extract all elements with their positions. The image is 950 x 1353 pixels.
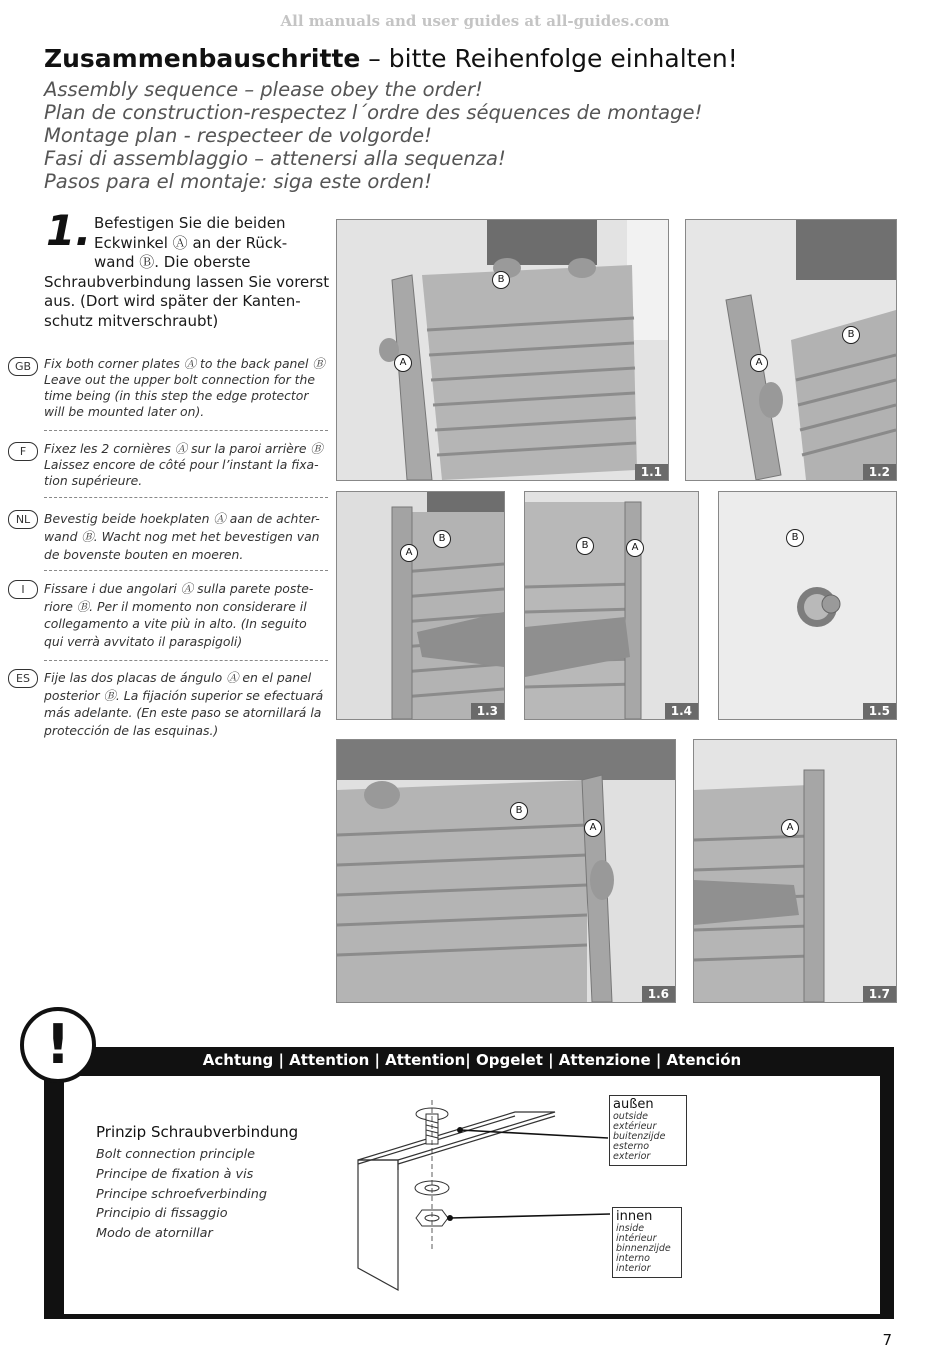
step-line: schutz mitverschraubt) bbox=[44, 311, 219, 330]
watermark: All manuals and user guides at all-guides.com bbox=[280, 12, 670, 30]
principle-line: Principe schroefverbinding bbox=[96, 1186, 267, 1202]
principle-translations bbox=[96, 1145, 267, 1244]
step-line: Eckwinkel Ⓐ an der Rück- bbox=[94, 233, 288, 252]
outside-heading: außen bbox=[613, 1097, 654, 1112]
lang-line: time being (in this step the edge protector bbox=[44, 388, 309, 403]
lang-line: Fije las dos placas de ángulo Ⓐ en el panel bbox=[44, 670, 312, 685]
outside-label-box bbox=[609, 1095, 687, 1166]
subtitle-it: Fasi di assemblaggio – attenersi alla sequenza! bbox=[44, 147, 506, 170]
lang-line: Fissare i due angolari Ⓐ sulla parete poste- bbox=[44, 581, 314, 596]
outside-line: esterno bbox=[613, 1141, 650, 1152]
photo-label: 1.4 bbox=[665, 703, 698, 719]
photo-label: 1.3 bbox=[471, 703, 504, 719]
lang-text-i bbox=[44, 580, 328, 650]
inside-line: binnenzijde bbox=[616, 1243, 671, 1254]
lang-line: collegamento a vite più in alto. (In seguito bbox=[44, 616, 307, 631]
page-number: 7 bbox=[882, 1331, 892, 1349]
photo-label: 1.6 bbox=[642, 986, 675, 1002]
inside-label-box bbox=[612, 1207, 682, 1278]
callout-b: B bbox=[510, 802, 528, 820]
lang-line: más adelante. (En este paso se atornillará la bbox=[44, 705, 322, 720]
photo-label: 1.7 bbox=[863, 986, 896, 1002]
callout-a: A bbox=[584, 819, 602, 837]
subtitle-fr: Plan de construction-respectez l´ordre des séquences de montage! bbox=[44, 101, 703, 124]
callout-a: A bbox=[400, 544, 418, 562]
outside-line: outside bbox=[613, 1111, 649, 1122]
lang-line: tion supérieure. bbox=[44, 473, 143, 488]
lang-badge-f: F bbox=[8, 442, 38, 461]
step-line: aus. (Dort wird später der Kanten- bbox=[44, 292, 301, 311]
subtitle-es: Pasos para el montaje: siga este orden! bbox=[44, 170, 432, 193]
divider bbox=[44, 430, 328, 431]
lang-line: Fix both corner plates Ⓐ to the back panel Ⓑ bbox=[44, 356, 325, 371]
photo-1-4-illustration bbox=[525, 492, 698, 719]
lang-line: posterior Ⓑ. La fijación superior se efectuará bbox=[44, 687, 324, 703]
lang-line: Laissez encore de côté pour l’instant la fixa- bbox=[44, 457, 319, 472]
lang-line: qui verrà avvitato il paraspigoli) bbox=[44, 633, 243, 649]
exclamation-icon: ! bbox=[20, 1007, 96, 1083]
photo-1-7 bbox=[693, 739, 897, 1003]
photo-1-5 bbox=[718, 491, 897, 720]
subtitle-nl: Montage plan - respecteer de volgorde! bbox=[44, 124, 432, 147]
divider bbox=[44, 660, 328, 661]
lang-badge-i: I bbox=[8, 580, 38, 599]
inside-heading: innen bbox=[616, 1209, 653, 1224]
warning-title: Achtung | Attention | Attention| Opgelet | Attenzione | Atención bbox=[202, 1051, 742, 1069]
page-title bbox=[44, 44, 738, 73]
lang-badge-es: ES bbox=[8, 669, 38, 688]
photo-1-6-illustration bbox=[337, 740, 675, 1002]
divider bbox=[44, 570, 328, 571]
inside-line: inside bbox=[616, 1223, 645, 1234]
inside-line: interior bbox=[616, 1263, 651, 1274]
photo-label: 1.1 bbox=[635, 464, 668, 480]
lang-line: wand Ⓑ. Wacht nog met het bevestigen van bbox=[44, 529, 320, 544]
principle-title: Prinzip Schraubverbindung bbox=[96, 1123, 299, 1141]
step-line: wand Ⓑ. Die oberste bbox=[94, 253, 251, 272]
callout-b: B bbox=[492, 271, 510, 289]
inside-line: intérieur bbox=[616, 1233, 657, 1244]
lang-line: Leave out the upper bolt connection for the bbox=[44, 372, 315, 387]
step-text-de bbox=[44, 214, 334, 332]
callout-b: B bbox=[576, 537, 594, 555]
step-line: Befestigen Sie die beiden bbox=[94, 214, 286, 232]
callout-b: B bbox=[786, 529, 804, 547]
lang-line: Fixez les 2 cornières Ⓐ sur la paroi arrière Ⓑ bbox=[44, 441, 323, 456]
principle-line: Principe de fixation à vis bbox=[96, 1166, 254, 1182]
inside-line: interno bbox=[616, 1253, 650, 1264]
photo-1-4 bbox=[524, 491, 699, 720]
principle-line: Principio di fissaggio bbox=[96, 1206, 228, 1222]
lang-text-es bbox=[44, 669, 328, 739]
outside-line: extérieur bbox=[613, 1121, 657, 1132]
lang-line: riore Ⓑ. Per il momento non considerare il bbox=[44, 598, 307, 614]
photo-1-2 bbox=[685, 219, 897, 481]
callout-a: A bbox=[781, 819, 799, 837]
lang-text-f bbox=[44, 441, 328, 489]
principle-line: Bolt connection principle bbox=[96, 1147, 256, 1162]
photo-label: 1.2 bbox=[863, 464, 896, 480]
photo-1-1 bbox=[336, 219, 669, 481]
lang-badge-gb: GB bbox=[8, 357, 38, 376]
step-number: 1. bbox=[46, 206, 92, 255]
lang-text-nl bbox=[44, 510, 328, 564]
photo-1-3-illustration bbox=[337, 492, 504, 719]
lang-text-gb bbox=[44, 356, 328, 420]
divider bbox=[44, 497, 328, 498]
photo-1-5-illustration bbox=[719, 492, 896, 719]
photo-1-1-illustration bbox=[337, 220, 668, 480]
lang-line: de bovenste bouten en moeren. bbox=[44, 547, 244, 562]
lang-line: protección de las esquinas.) bbox=[44, 722, 219, 738]
callout-b: B bbox=[842, 326, 860, 344]
subtitle-en: Assembly sequence – please obey the order! bbox=[44, 78, 483, 101]
photo-1-7-illustration bbox=[694, 740, 896, 1002]
outside-line: buitenzijde bbox=[613, 1131, 666, 1142]
lang-line: Bevestig beide hoekplaten Ⓐ aan de achter- bbox=[44, 511, 320, 526]
photo-1-3 bbox=[336, 491, 505, 720]
callout-a: A bbox=[626, 539, 644, 557]
subtitle-list bbox=[44, 78, 702, 193]
callout-a: A bbox=[750, 354, 768, 372]
page-title-rest: – bitte Reihenfolge einhalten! bbox=[360, 44, 738, 73]
lang-badge-nl: NL bbox=[8, 510, 38, 529]
lang-line: will be mounted later on). bbox=[44, 404, 205, 419]
bolt-diagram bbox=[340, 1090, 620, 1315]
callout-a: A bbox=[394, 354, 412, 372]
page-title-bold: Zusammenbauschritte bbox=[44, 44, 361, 73]
photo-1-6 bbox=[336, 739, 676, 1003]
photo-1-2-illustration bbox=[686, 220, 896, 480]
outside-line: exterior bbox=[613, 1151, 651, 1162]
callout-b: B bbox=[433, 530, 451, 548]
photo-label: 1.5 bbox=[863, 703, 896, 719]
principle-line: Modo de atornillar bbox=[96, 1226, 213, 1242]
step-line: Schraubverbindung lassen Sie vorerst bbox=[44, 272, 330, 291]
